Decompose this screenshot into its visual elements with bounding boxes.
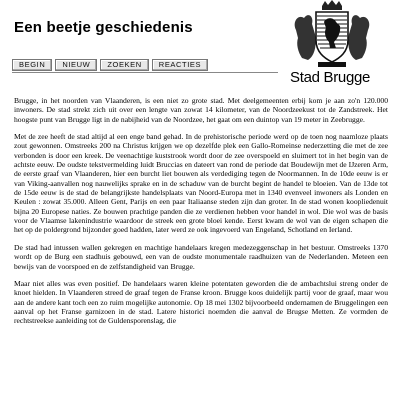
brugge-logo-text: Stad Brugge xyxy=(290,69,371,86)
nav-reacties-button[interactable]: REACTIES xyxy=(152,59,208,71)
article-body xyxy=(14,96,388,334)
paragraph-sea-history: Met de zee heeft de stad altijd al een enge band gehad. In de prehistorische periode werd op de toen nog naamloze plaats zout gewonnen. Omstreeks 200 na Christus krijgen we op dezelfde plek een Gallo-Romeinse nederzetting die met de zee verbonden is door een kreek. De veenachtige kuststrook wordt door de zee overspoeld en sluimert tot in het begin van de achtste eeuw. De oudste tekstvermelding luidt Bruccias en dateert van rond de periode dat Boudewijn met de IJzeren Arm, de eerste graaf van Vlaanderen, hier een burcht liet bouwen als verdediging tegen de Noormannen. In de 10de eeuw is er van Viking-aanvallen nog nauwelijks sprake en in de schaduw van de burcht begint de handel te bloeien. Van de 13de tot de 15de eeuw is de stad de belangrijkste handelsplaats van Noord-Europa met in 1340 evenveel inwoners als Londen en Keulen : zowat 35.000. Alleen Gent, Parijs en een paar Italiaanse steden zijn dan groter. In de stad wonen koopliedenuit bijna 20 Europese naties. Ze bouwen prachtige panden die ze verdienen hebben voor handel in wol. Die wol was de basis voor de Vlaamse lakenindustrie waardoor de streek een grote bloei kende. Eerst kwam de wol van de eigen schapen die het op de poldergrond bijzonder goed hadden, later werd ze ook ingevoerd van Engeland, Schotland en Ierland. xyxy=(14,132,388,235)
nav-nieuw-button[interactable]: NIEUW xyxy=(55,59,97,71)
nav-divider xyxy=(12,72,278,73)
paragraph-town-hall: De stad had intussen wallen gekregen en machtige handelaars kregen medezeggenschap in het bestuur. Omstreeks 1370 wordt op de Burg een stadhuis gebouwd, een van de oudste monumentale raadhuizen van de Nederlanden. Meteen een bewijs van de voorspoed en de zelfstandigheid van Brugge. xyxy=(14,242,388,271)
paragraph-brugse-metten: Maar niet alles was even positief. De handelaars waren kleine potentaten geworden die de ambachtslui streng onder de knoet hielden. In Vlaanderen streed de graaf tegen de Franse kroon. Brugge koos duidelijk partij voor de graaf, maar wou aan de andere kant toch een zo ruim mogelijke autonomie. Op 18 mei 1302 bijvoorbeeld ondernamen de Bruggelingen een aanval op het Franse garnizoen in de stad. Latere historici noemden die aanval de Brugse Metten. Ze vormden de rechtstreekse aanleiding tot de Guldensporenslag, die xyxy=(14,278,388,326)
nav-begin-button[interactable]: BEGIN xyxy=(12,59,52,71)
nav-zoeken-button[interactable]: ZOEKEN xyxy=(100,59,148,71)
top-nav xyxy=(12,59,208,71)
page-title: Een beetje geschiedenis xyxy=(14,19,193,36)
paragraph-intro: Brugge, in het noorden van Vlaanderen, is een niet zo grote stad. Met deelgemeenten erbij kom je aan zo'n 120.000 inwoners. De stad strekt zich uit over een lengte van zowat 14 kilometer, van de Noordzeekust tot de Zandstreek. Het hoogste punt van Brugge ligt in de nabijheid van de Noordzee, het gaat om een duintop van 19 meter in Zeebrugge. xyxy=(14,96,388,124)
